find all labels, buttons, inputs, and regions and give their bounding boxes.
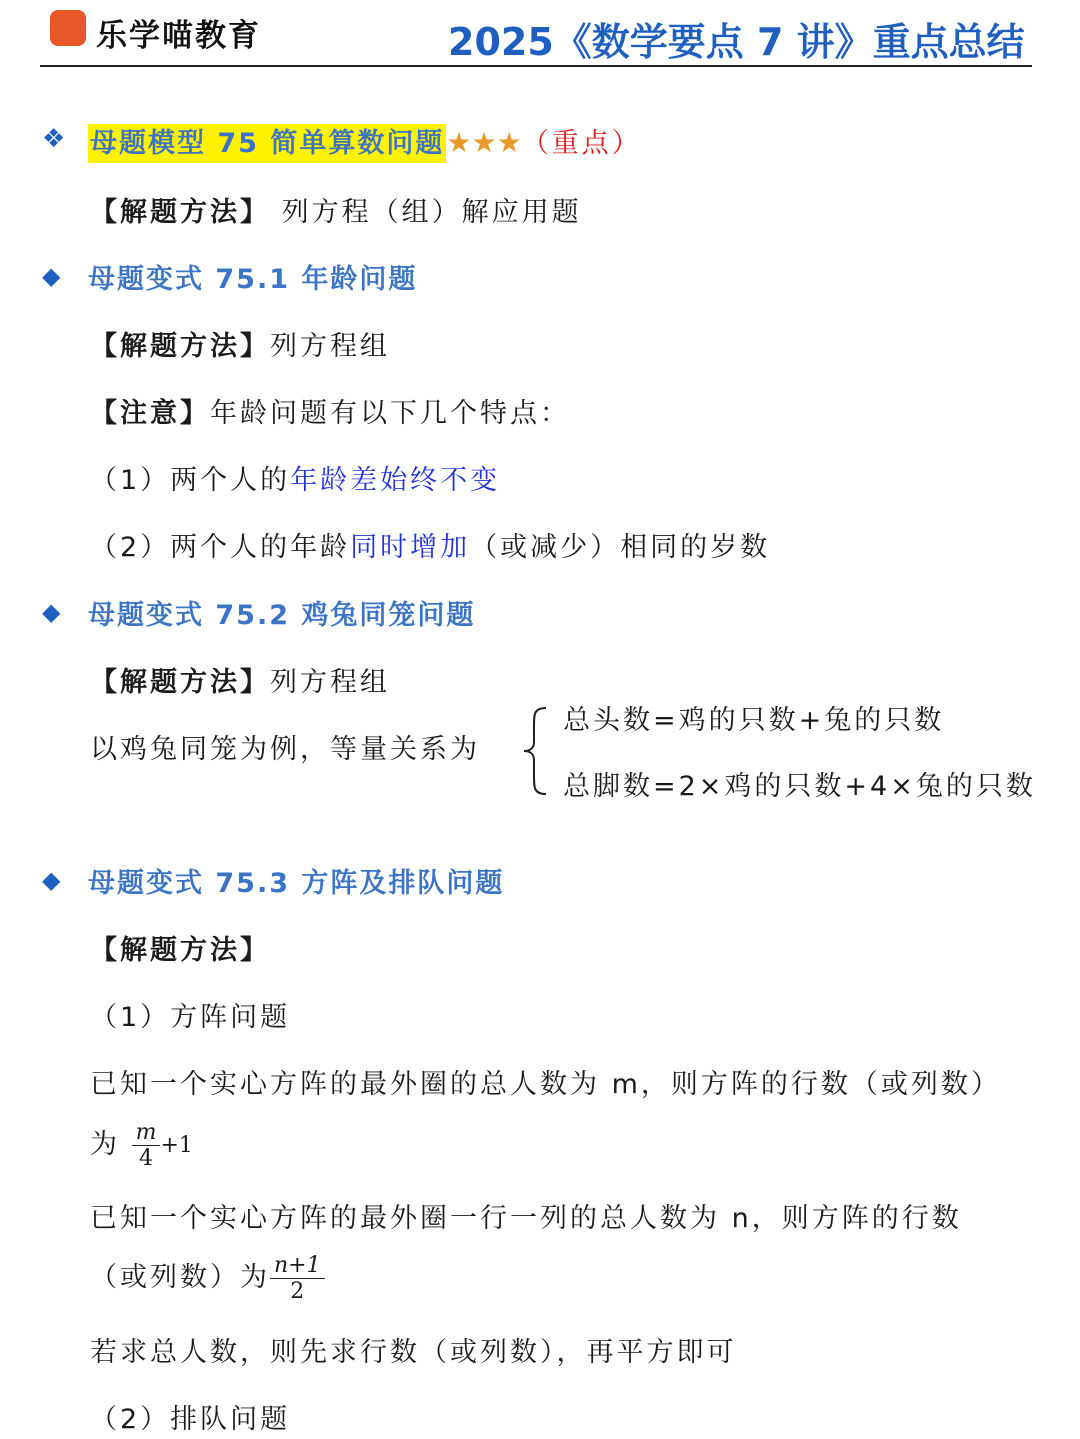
header <box>0 0 1080 66</box>
relation-text: 以鸡兔同笼为例，等量关系为 <box>90 734 480 765</box>
star-rating-icon: ★★★ <box>446 126 522 159</box>
model-title: 母题模型 75 简单算数问题 <box>88 124 446 163</box>
method-label: 【解题方法】 <box>90 197 270 228</box>
fraction-denominator: 2 <box>290 1279 305 1304</box>
variant-1-point-2 <box>90 525 770 564</box>
equation-heads: 总头数=鸡的只数+兔的只数 <box>563 705 945 736</box>
point-emphasis: 年龄差始终不变 <box>290 465 501 496</box>
method-text: 列方程组 <box>270 667 390 698</box>
method-label: 【解题方法】 <box>90 667 270 698</box>
point-emphasis: 同时增加 <box>350 532 471 563</box>
variant-2-title: 母题变式 75.2 鸡兔同笼问题 <box>88 600 476 631</box>
point-text: （1）两个人的 <box>90 465 291 496</box>
point-text: （2）两个人的年龄 <box>90 532 351 563</box>
square-formation-heading: （1）方阵问题 <box>90 1002 291 1033</box>
square-line-3: 已知一个实心方阵的最外圈一行一列的总人数为 n，则方阵的行数 <box>90 1203 962 1234</box>
variant-2-method <box>90 660 390 699</box>
fraction-m-over-4 <box>132 1120 161 1171</box>
diamond-bullet-icon: ◆ <box>42 866 61 894</box>
queue-problem-heading: （2）排队问题 <box>90 1404 291 1435</box>
line-prefix: （或列数）为 <box>90 1262 270 1293</box>
brand-name: 乐学喵教育 <box>96 18 261 54</box>
plus-one: +1 <box>160 1133 193 1158</box>
model-method <box>90 190 582 229</box>
method-text: 列方程（组）解应用题 <box>270 197 582 228</box>
header-divider <box>40 65 1032 67</box>
left-brace-icon <box>520 706 550 796</box>
variant-1-title: 母题变式 75.1 年龄问题 <box>88 264 418 295</box>
equation-feet: 总脚数=2×鸡的只数+4×兔的只数 <box>563 771 1036 802</box>
square-line-4 <box>90 1253 325 1304</box>
line-prefix: 为 <box>90 1129 120 1160</box>
model-heading <box>88 121 642 160</box>
key-tag: （重点） <box>521 128 642 159</box>
fraction-numerator: m <box>132 1120 161 1146</box>
square-line-2 <box>90 1120 193 1171</box>
diamond-bullet-icon: ◆ <box>42 598 61 626</box>
variant-1-point-1 <box>90 458 500 497</box>
brand-logo-icon <box>50 10 86 46</box>
variant-1-method <box>90 324 390 363</box>
method-label: 【解题方法】 <box>90 935 270 966</box>
variant-1-note <box>90 391 570 430</box>
document-title: 2025《数学要点 7 讲》重点总结 <box>448 20 1025 64</box>
note-label: 【注意】 <box>90 398 210 429</box>
fraction-denominator: 4 <box>139 1146 154 1171</box>
note-text: 年龄问题有以下几个特点： <box>210 398 570 429</box>
method-text: 列方程组 <box>270 331 390 362</box>
diamond-bullet-icon: ◆ <box>42 262 61 290</box>
square-line-1: 已知一个实心方阵的最外圈的总人数为 m，则方阵的行数（或列数） <box>90 1069 1001 1100</box>
point-text-suffix: （或减少）相同的岁数 <box>470 532 771 563</box>
fraction-numerator: n+1 <box>270 1253 325 1279</box>
method-label: 【解题方法】 <box>90 331 270 362</box>
fraction-n-plus-1-over-2 <box>270 1253 325 1304</box>
square-line-5: 若求总人数，则先求行数（或列数），再平方即可 <box>90 1337 737 1368</box>
variant-3-title: 母题变式 75.3 方阵及排队问题 <box>88 868 505 899</box>
diamond-cluster-bullet-icon: ❖ <box>42 124 66 154</box>
